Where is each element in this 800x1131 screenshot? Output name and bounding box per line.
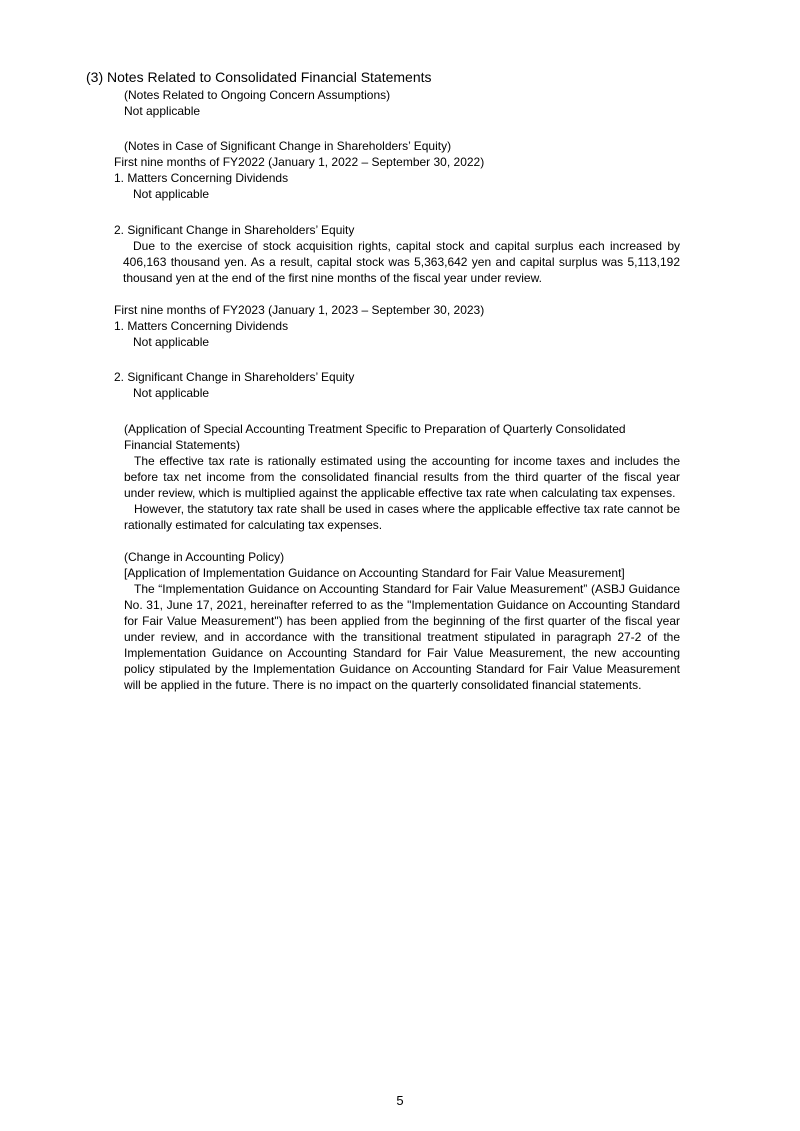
going-concern-text: Not applicable <box>124 104 201 118</box>
fy2023-item2-text: Not applicable <box>133 386 210 400</box>
fy2023-period-heading: First nine months of FY2023 (January 1, 2023 – September 30, 2023) <box>114 303 485 317</box>
special-accounting-paragraph-1: The effective tax rate is rationally estimated using the accounting for income taxes and includes the before tax net income from the consolidated financial results from the third quarter of the fiscal year under review, which is multiplied against the applicable effective tax rate when calculating tax expenses. <box>124 454 680 500</box>
section-title: (3) Notes Related to Consolidated Financial Statements <box>86 69 432 85</box>
fy2022-period-heading: First nine months of FY2022 (January 1, 2022 – September 30, 2022) <box>114 155 485 169</box>
fy2023-item1-text: Not applicable <box>133 335 210 349</box>
accounting-policy-subtitle: [Application of Implementation Guidance on Accounting Standard for Fair Value Measurement] <box>124 566 625 580</box>
page-number: 5 <box>396 1093 404 1108</box>
equity-change-title: (Notes in Case of Significant Change in Shareholders’ Equity) <box>124 139 452 153</box>
going-concern-title: (Notes Related to Ongoing Concern Assumptions) <box>124 88 391 102</box>
fy2023-item2-label: 2. Significant Change in Shareholders’ Equity <box>114 370 355 384</box>
accounting-policy-title: (Change in Accounting Policy) <box>124 550 285 564</box>
accounting-policy-paragraph: The “Implementation Guidance on Accounting Standard for Fair Value Measurement” (ASBJ Guidance No. 31, June 17, 2021, hereinafter referred to as the "Implementation Guidance on Accounting Standard for Fair Value Measurement") has been applied from the beginning of the first quarter of the fiscal year under review, and in accordance with the transitional treatment stipulated in paragraph 27-2 of the Implementation Guidance on Accounting Standard for Fair Value Measurement, the new accounting policy stipulated by the Implementation Guidance on Accounting Standard for Fair Value Measurement will be applied in the future. There is no impact on the quarterly consolidated financial statements. <box>124 582 680 692</box>
special-accounting-paragraph-2: However, the statutory tax rate shall be used in cases where the applicable effective tax rate cannot be rationally estimated for calculating tax expenses. <box>124 502 680 532</box>
fy2022-item2-label: 2. Significant Change in Shareholders’ Equity <box>114 223 355 237</box>
fy2023-item1-label: 1. Matters Concerning Dividends <box>114 319 289 333</box>
fy2022-item1-label: 1. Matters Concerning Dividends <box>114 171 289 185</box>
fy2022-item1-text: Not applicable <box>133 187 210 201</box>
fy2022-item2-text: Due to the exercise of stock acquisition rights, capital stock and capital surplus each increased by 406,163 thousand yen. As a result, capital stock was 5,363,642 yen and capital surplus was 5,113,192 thousand yen at the end of the first nine months of the fiscal year under review. <box>123 239 680 285</box>
special-accounting-title-line1: (Application of Special Accounting Treatment Specific to Preparation of Quarterly Consolidated <box>124 422 626 436</box>
special-accounting-title-line2: Financial Statements) <box>124 438 241 452</box>
